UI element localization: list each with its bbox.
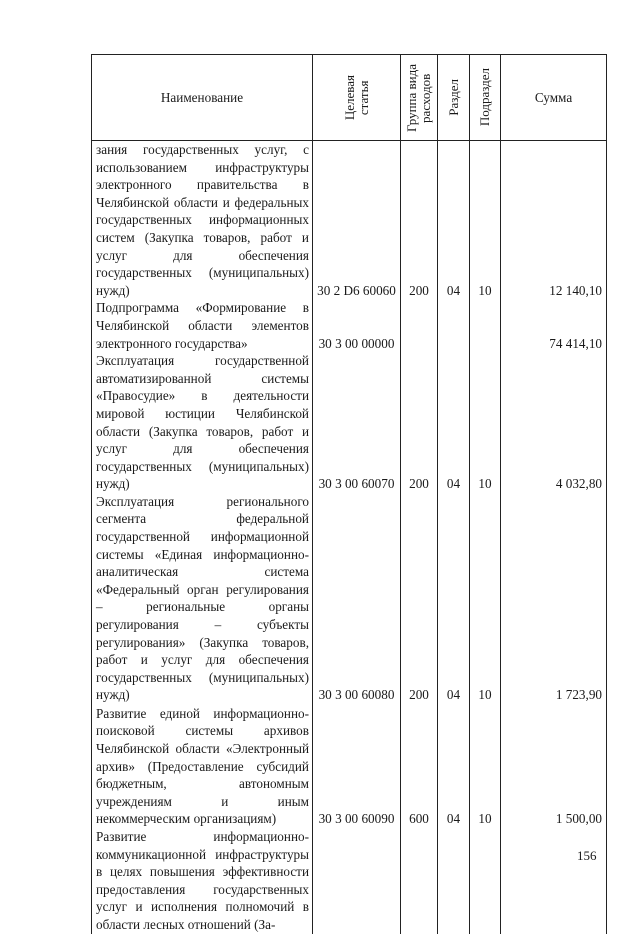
header-sum: Сумма xyxy=(501,55,607,141)
row-code: 30 3 00 00000 xyxy=(313,299,401,352)
header-expense-group xyxy=(401,55,438,141)
row-code: 30 2 D6 60060 xyxy=(313,141,401,300)
row-group: 600 xyxy=(401,704,438,828)
row-name: Развитие единой информационно-поисковой системы архивов Челябинской области «Электронный архив» (Предоставление субсидий бюджетным, автономным учреждениям и иным некоммерческим организациям) xyxy=(92,704,313,828)
row-name: зания государственных услуг, с использованием инфраструктуры электронного правительства в Челябинской области и федеральных государственных информационных систем (Закупка товаров, работ и услуг для обеспечения государственных (муниципальных) нужд) xyxy=(92,141,313,300)
table-header-row xyxy=(92,55,607,141)
row-group: 200 xyxy=(401,493,438,704)
row-subsection xyxy=(470,299,501,352)
table-row xyxy=(92,352,607,493)
table-row xyxy=(92,141,607,300)
row-section: 04 xyxy=(438,141,470,300)
table-row xyxy=(92,828,607,934)
row-code: 30 3 00 60070 xyxy=(313,352,401,493)
row-name: Подпрограмма «Формирование в Челябинской области элементов электронного государства» xyxy=(92,299,313,352)
header-subsection xyxy=(470,55,501,141)
row-name: Развитие информационно-коммуникационной инфраструктуры в целях повышения эффективности предоставления государственных услуг и исполнения полномочий в области лесных отношений (За- xyxy=(92,828,313,934)
row-section: 04 xyxy=(438,352,470,493)
header-subsection-label: Подраздел xyxy=(477,68,492,127)
header-section xyxy=(438,55,470,141)
row-group xyxy=(401,299,438,352)
row-group xyxy=(401,828,438,934)
table-row xyxy=(92,493,607,704)
header-name: Наименование xyxy=(92,55,313,141)
row-sum: 1 723,90 xyxy=(501,493,607,704)
row-group: 200 xyxy=(401,141,438,300)
row-name: Эксплуатация регионального сегмента федеральной государственной информационной системы «Единая информационно-аналитическая система «Федеральный орган регулирования – региональные органы регулирования – субъекты регулирования» (Закупка товаров, работ и услуг для обеспечения государственных (муниципальных) нужд) xyxy=(92,493,313,704)
row-name: Эксплуатация государственной автоматизированной системы «Правосудие» в деятельности мировой юстиции Челябинской области (Закупка товаров, работ и услуг для обеспечения государственных (муниципальных) нужд) xyxy=(92,352,313,493)
row-subsection xyxy=(470,828,501,934)
row-sum: 74 414,10 xyxy=(501,299,607,352)
header-target-article xyxy=(313,55,401,141)
row-subsection: 10 xyxy=(470,493,501,704)
page-number: 156 xyxy=(577,848,597,863)
header-section-label: Раздел xyxy=(445,79,461,116)
budget-table xyxy=(91,54,607,934)
header-target-article-label: Целевая статья xyxy=(341,74,371,121)
row-sum: 4 032,80 xyxy=(501,352,607,493)
table-row xyxy=(92,704,607,828)
row-group: 200 xyxy=(401,352,438,493)
row-sum: 12 140,10 xyxy=(501,141,607,300)
row-section: 04 xyxy=(438,493,470,704)
row-code xyxy=(313,828,401,934)
row-section: 04 xyxy=(438,704,470,828)
row-code: 30 3 00 60080 xyxy=(313,493,401,704)
row-section xyxy=(438,299,470,352)
row-subsection: 10 xyxy=(470,704,501,828)
table-row xyxy=(92,299,607,352)
row-sum xyxy=(501,828,607,934)
row-section xyxy=(438,828,470,934)
row-sum: 1 500,00 xyxy=(501,704,607,828)
row-code: 30 3 00 60090 xyxy=(313,704,401,828)
header-expense-group-label: Группа вида расходов xyxy=(404,63,433,132)
row-subsection: 10 xyxy=(470,352,501,493)
row-subsection: 10 xyxy=(470,141,501,300)
